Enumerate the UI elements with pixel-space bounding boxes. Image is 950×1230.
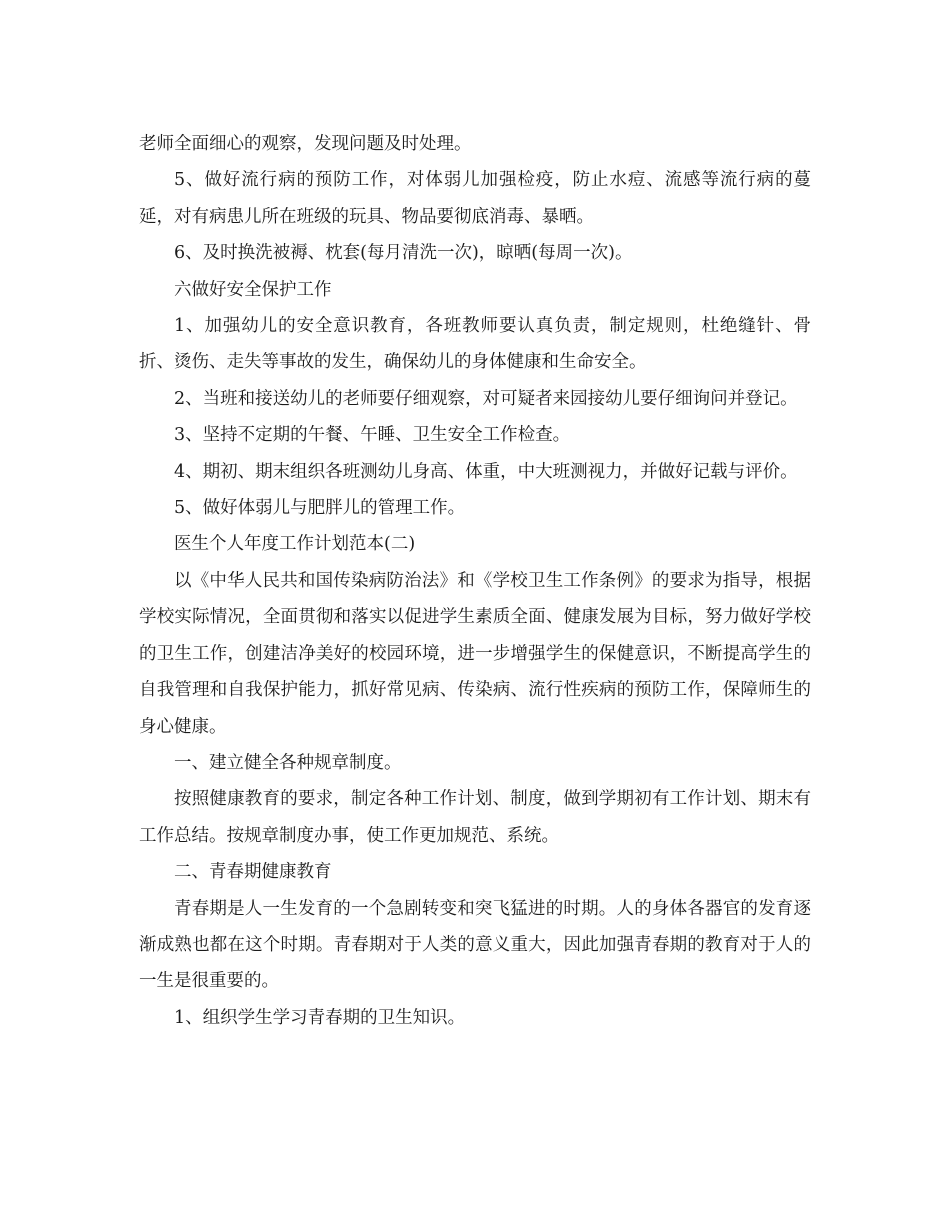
paragraph: 青春期是人一生发育的一个急剧转变和突飞猛进的时期。人的身体各器官的发育逐渐成熟也都在这个时期。青春期对于人类的意义重大，因此加强青春期的教育对于人的一生是很重要的。 [139,898,811,992]
paragraph: 以《中华人民共和国传染病防治法》和《学校卫生工作条例》的要求为指导，根据学校实际情况，全面贯彻和落实以促进学生素质全面、健康发展为目标，努力做好学校的卫生工作，创建洁净美好的校园环境，进一步增强学生的保健意识，不断提高学生的自我管理和自我保护能力，抓好常见病、传染病、流行性疾病的预防工作，保障师生的身心健康。 [139,570,811,737]
paragraph: 按照健康教育的要求，制定各种工作计划、制度，做到学期初有工作计划、期末有工作总结。按规章制度办事，使工作更加规范、系统。 [139,789,811,846]
section-heading: 一、建立健全各种规章制度。 [174,752,402,773]
paragraph: 5、做好体弱儿与肥胖儿的管理工作。 [174,498,466,519]
paragraph: 老师全面细心的观察，发现问题及时处理。 [139,134,472,154]
section-heading: 六做好安全保护工作 [174,279,332,300]
document-title: 医生个人年度工作计划范本(二) [174,534,416,555]
paragraph: 6、及时换洗被褥、枕套(每月清洗一次)，晾晒(每周一次)。 [174,243,633,264]
section-heading: 二、青春期健康教育 [174,862,332,883]
paragraph: 4、期初、期末组织各班测幼儿身高、体重，中大班测视力，并做好记载与评价。 [174,461,798,482]
paragraph: 5、做好流行病的预防工作，对体弱儿加强检疫，防止水痘、流感等流行病的蔓延，对有病患儿所在班级的玩具、物品要彻底消毒、暴晒。 [139,170,811,227]
document-body [139,126,811,1036]
paragraph: 1、组织学生学习青春期的卫生知识。 [174,1007,466,1028]
paragraph: 3、坚持不定期的午餐、午睡、卫生安全工作检查。 [174,425,571,446]
paragraph: 2、当班和接送幼儿的老师要仔细观察，对可疑者来园接幼儿要仔细询问并登记。 [174,388,798,409]
paragraph: 1、加强幼儿的安全意识教育，各班教师要认真负责，制定规则，杜绝缝针、骨折、烫伤、走失等事故的发生，确保幼儿的身体健康和生命安全。 [139,316,811,373]
